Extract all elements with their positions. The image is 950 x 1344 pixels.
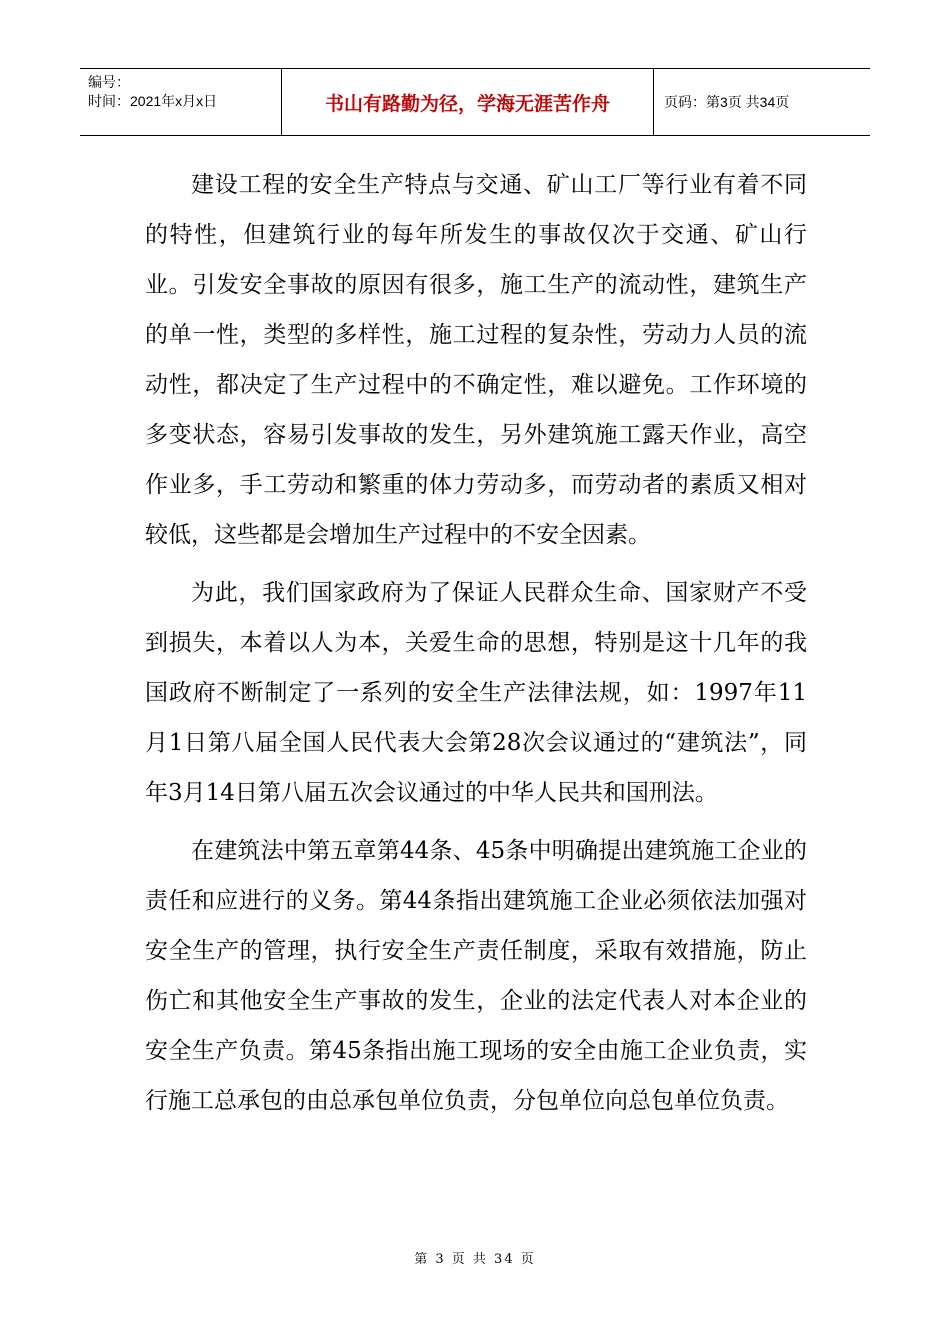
page-footer: 第 3 页 共 34 页 <box>414 1252 536 1267</box>
header-page-info: 页码：第3页 共34页 <box>664 94 790 110</box>
document-body <box>145 160 807 1126</box>
paragraph-2: 为此，我们国家政府为了保证人民群众生命、国家财产不受到损失，本着以人为本，关爱生命的思想，特别是这十几年的我国政府不断制定了一系列的安全生产法律法规，如：1997年11月1日第八届全国人民代表大会第28次会议通过的“建筑法”，同年3月14日第八届五次会议通过的中华人民共和国刑法。 <box>145 580 807 806</box>
number-label: 编号： <box>88 74 130 90</box>
header-meta <box>80 69 282 135</box>
paragraph-3: 在建筑法中第五章第44条、45条中明确提出建筑施工企业的责任和应进行的义务。第44条指出建筑施工企业必须依法加强对安全生产的管理，执行安全生产责任制度，采取有效措施，防止伤亡和其他安全生产事故的发生，企业的法定代表人对本企业的安全生产负责。第45条指出施工现场的安全由施工企业负责，实行施工总承包的由总承包单位负责，分包单位向总包单位负责。 <box>145 838 807 1114</box>
paragraph-1: 建设工程的安全生产特点与交通、矿山工厂等行业有着不同的特性，但建筑行业的每年所发生的事故仅次于交通、矿山行业。引发安全事故的原因有很多，施工生产的流动性，建筑生产的单一性，类型的多样性，施工过程的复杂性，劳动力人员的流动性，都决定了生产过程中的不确定性，难以避免。工作环境的多变状态，容易引发事故的发生，另外建筑施工露天作业，高空作业多，手工劳动和繁重的体力劳动多，而劳动者的素质又相对较低，这些都是会增加生产过程中的不安全因素。 <box>145 172 807 548</box>
page-header <box>80 68 870 136</box>
header-motto: 书山有路勤为径，学海无涯苦作舟 <box>282 69 654 135</box>
time-label: 时间：2021年x月x日 <box>88 93 218 109</box>
